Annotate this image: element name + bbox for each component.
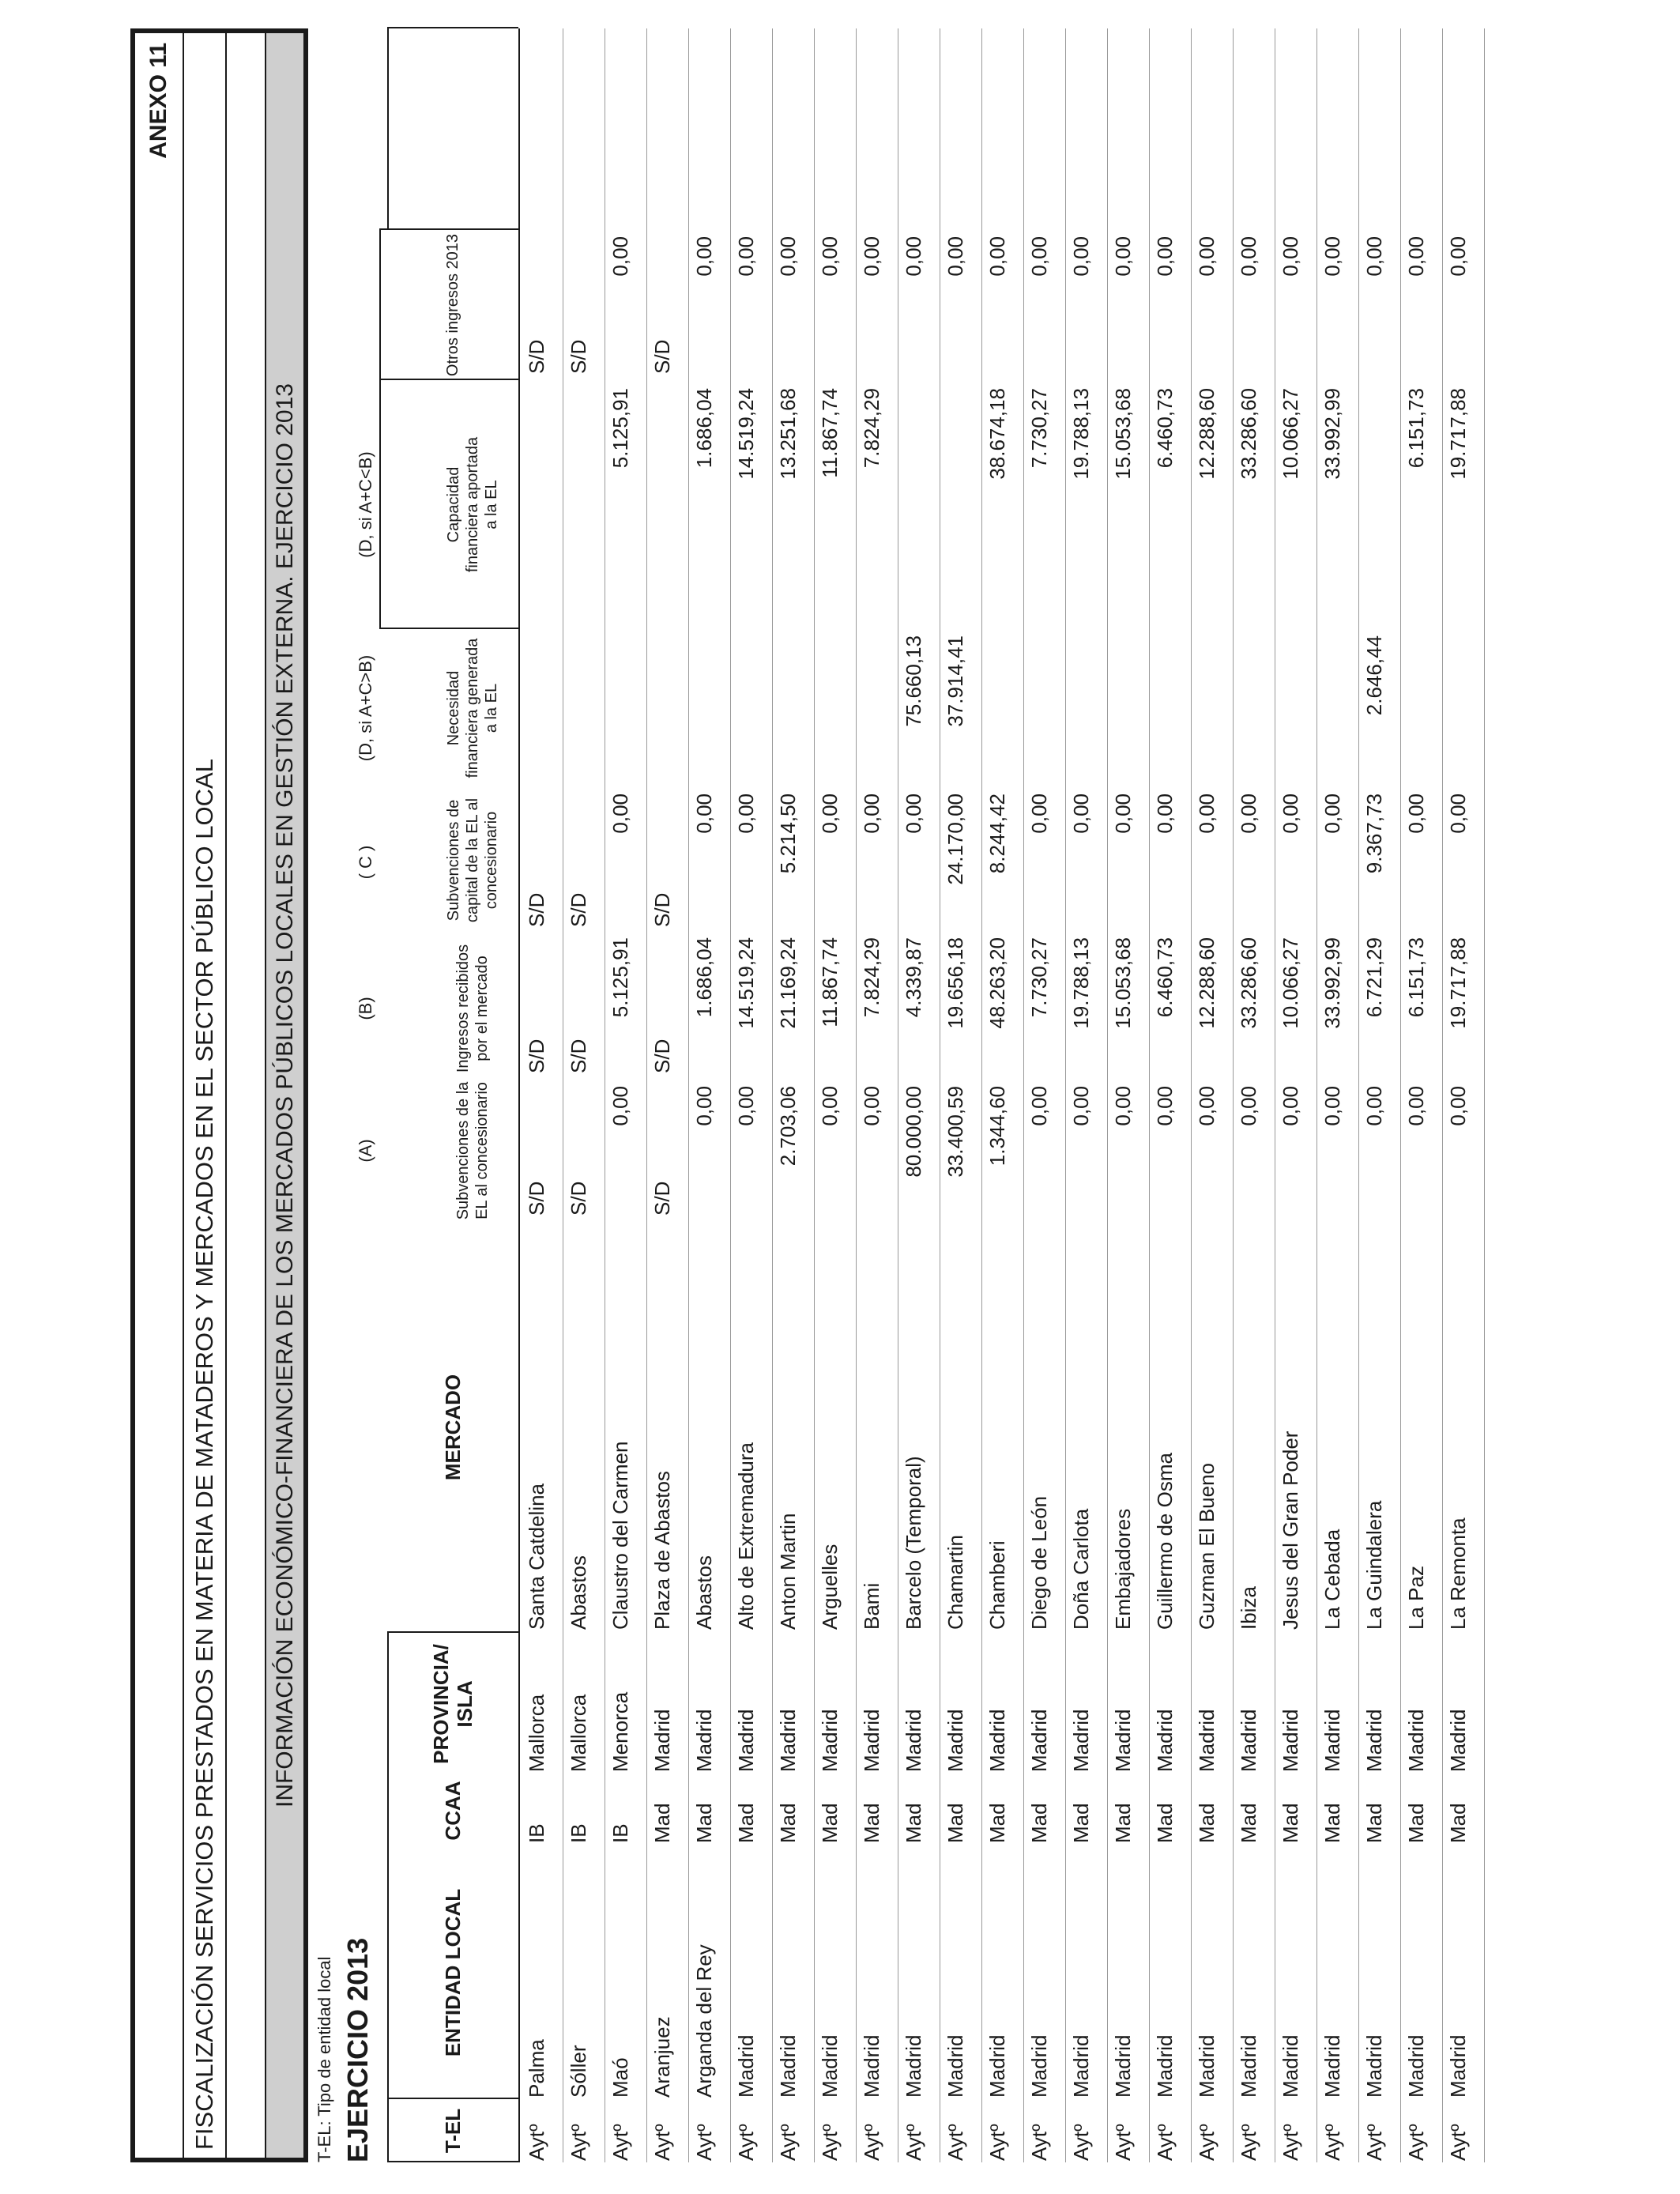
cell-tel: Aytº [776, 2124, 800, 2161]
cell-otros: 0,00 [818, 236, 842, 277]
cell-mercado: Bami [860, 1582, 883, 1630]
cell-d2: 14.519,24 [734, 388, 758, 480]
cell-d2: 6.460,73 [1153, 388, 1177, 469]
cell-a: 0,00 [1153, 1086, 1177, 1126]
cell-c: 0,00 [608, 794, 632, 834]
cell-mercado: Claustro del Carmen [608, 1441, 632, 1630]
cell-ccaa: Mad [1404, 1803, 1428, 1843]
cell-tel: Aytº [818, 2124, 842, 2161]
cell-entidad: Madrid [902, 2034, 925, 2098]
row-divider [730, 28, 731, 2162]
cell-c: 0,00 [692, 794, 716, 834]
cell-entidad: Palma [525, 2039, 548, 2098]
col-mercado: MERCADO [441, 1374, 465, 1481]
col-tel: T-EL [441, 2108, 465, 2154]
col-a-letter: (A) [356, 1139, 375, 1163]
cell-mercado: La Guindalera [1362, 1500, 1386, 1630]
col-b-letter: (B) [356, 997, 375, 1020]
cell-b: 48.263,20 [985, 937, 1009, 1029]
cell-tel: Aytº [734, 2124, 758, 2161]
cell-c: 0,00 [1320, 794, 1344, 834]
cell-a: S/D [525, 1181, 548, 1216]
cell-c: S/D [567, 892, 590, 927]
col-b [427, 937, 518, 1080]
col-c-letter: ( C ) [356, 845, 375, 880]
cell-otros: 0,00 [902, 236, 925, 277]
cell-ccaa: Mad [944, 1803, 967, 1843]
cell-b: 12.288,60 [1195, 937, 1219, 1029]
cell-otros: 0,00 [1195, 236, 1219, 277]
cell-b: 14.519,24 [734, 937, 758, 1029]
cell-provincia: Madrid [1195, 1709, 1219, 1772]
cell-otros: S/D [650, 339, 674, 374]
cell-d2: 11.867,74 [818, 388, 842, 478]
cell-a: 2.703,06 [776, 1086, 800, 1167]
cell-a: 0,00 [1195, 1086, 1219, 1126]
cell-entidad: Sóller [567, 2045, 590, 2098]
col-d1-l1: Necesidad [445, 670, 462, 746]
cell-a: 0,00 [1362, 1086, 1386, 1126]
cell-mercado: Santa Catdelina [525, 1483, 548, 1630]
cell-mercado: La Paz [1404, 1566, 1428, 1630]
cell-tel: Aytº [692, 2124, 716, 2161]
cell-b: S/D [650, 1039, 674, 1073]
cell-b: 21.169,24 [776, 937, 800, 1029]
row-divider [646, 28, 647, 2162]
cell-b: 33.992,99 [1320, 937, 1344, 1029]
cell-provincia: Madrid [1237, 1709, 1260, 1772]
cell-otros: 0,00 [1153, 236, 1177, 277]
cell-a: 80.000,00 [902, 1086, 925, 1178]
col-provincia [387, 1633, 518, 1775]
cell-mercado: Chamartin [944, 1535, 967, 1630]
cell-ccaa: Mad [692, 1803, 716, 1843]
cell-ccaa: Mad [1027, 1803, 1051, 1843]
cell-d2: 7.730,27 [1027, 388, 1051, 469]
cell-otros: S/D [525, 339, 548, 374]
cell-a: S/D [650, 1181, 674, 1216]
cell-otros: 0,00 [944, 236, 967, 277]
cell-d2: 38.674,18 [985, 388, 1009, 480]
cell-provincia: Madrid [1320, 1709, 1344, 1772]
cell-mercado: Chamberi [985, 1540, 1009, 1630]
cell-tel: Aytº [525, 2124, 548, 2161]
ejercicio-heading: EJERCICIO 2013 [341, 1937, 374, 2162]
cell-entidad: Madrid [1027, 2034, 1051, 2098]
cell-tel: Aytº [1237, 2124, 1260, 2161]
cell-tel: Aytº [608, 2124, 632, 2161]
cell-ccaa: IB [567, 1823, 590, 1843]
cell-a: 0,00 [1069, 1086, 1093, 1126]
cell-provincia: Madrid [818, 1709, 842, 1772]
cell-otros: 0,00 [1237, 236, 1260, 277]
cell-provincia: Madrid [1069, 1709, 1093, 1772]
col-d2-l2: financiera aportada [464, 436, 481, 573]
cell-ccaa: Mad [1362, 1803, 1386, 1843]
cell-a: 0,00 [818, 1086, 842, 1126]
cell-a: 0,00 [1446, 1086, 1470, 1126]
cell-b: 4.339,87 [902, 937, 925, 1018]
cell-otros: 0,00 [1027, 236, 1051, 277]
cell-d2: 15.053,68 [1111, 388, 1135, 480]
cell-entidad: Maó [608, 2057, 632, 2098]
legend-text: T-EL: Tipo de entidad local [315, 1956, 334, 2162]
row-divider [1400, 28, 1401, 2162]
cell-entidad: Madrid [860, 2034, 883, 2098]
cell-ccaa: Mad [818, 1803, 842, 1843]
cell-c: 0,00 [1153, 794, 1177, 834]
cell-provincia: Mallorca [525, 1694, 548, 1772]
cell-provincia: Madrid [902, 1709, 925, 1772]
cell-otros: 0,00 [860, 236, 883, 277]
col-d1-letter: (D, si A+C>B) [356, 654, 375, 762]
cell-mercado: Arguelles [818, 1544, 842, 1630]
col-provincia-l2: ISLA [453, 1680, 477, 1728]
cell-b: 19.717,88 [1446, 937, 1470, 1029]
cell-otros: 0,00 [1320, 236, 1344, 277]
cell-tel: Aytº [1362, 2124, 1386, 2161]
cell-tel: Aytº [1279, 2124, 1302, 2161]
cell-provincia: Menorca [608, 1691, 632, 1772]
cell-d2: 13.251,68 [776, 388, 800, 480]
cell-otros: 0,00 [1404, 236, 1428, 277]
cell-entidad: Madrid [1446, 2034, 1470, 2098]
annex-label: ANEXO 11 [135, 33, 184, 2158]
row-divider [1358, 28, 1359, 2162]
cell-otros: 0,00 [734, 236, 758, 277]
cell-otros: 0,00 [985, 236, 1009, 277]
cell-mercado: Abastos [692, 1555, 716, 1630]
cell-c: S/D [525, 892, 548, 927]
cell-provincia: Madrid [1362, 1709, 1386, 1772]
col-c-l1: Subvenciones de [445, 799, 462, 922]
row-divider [856, 28, 857, 2162]
col-d2-l3: a la EL [483, 480, 500, 530]
cell-a: 0,00 [734, 1086, 758, 1126]
cell-mercado: Guillermo de Osma [1153, 1453, 1177, 1630]
cell-ccaa: Mad [1069, 1803, 1093, 1843]
cell-c: 0,00 [1027, 794, 1051, 834]
cell-c: 0,00 [734, 794, 758, 834]
cell-c: 0,00 [1111, 794, 1135, 834]
cell-ccaa: Mad [650, 1803, 674, 1843]
cell-a: 0,00 [692, 1086, 716, 1126]
cell-mercado: Plaza de Abastos [650, 1471, 674, 1630]
cell-tel: Aytº [567, 2124, 590, 2161]
cell-a: 0,00 [1320, 1086, 1344, 1126]
cell-mercado: Doña Carlota [1069, 1508, 1093, 1630]
cell-d2: 7.824,29 [860, 388, 883, 469]
cell-a: 0,00 [1237, 1086, 1260, 1126]
cell-provincia: Madrid [776, 1709, 800, 1772]
col-d1 [427, 629, 518, 787]
cell-tel: Aytº [1446, 2124, 1470, 2161]
cell-provincia: Madrid [985, 1709, 1009, 1772]
row-divider [1149, 28, 1150, 2162]
cell-provincia: Madrid [1027, 1709, 1051, 1772]
cell-b: 10.066,27 [1279, 937, 1302, 1029]
cell-c: 0,00 [1069, 794, 1093, 834]
cell-c: 0,00 [1404, 794, 1428, 834]
col-c [427, 787, 518, 933]
cell-entidad: Madrid [1404, 2034, 1428, 2098]
header-border-top-d2 [379, 230, 381, 380]
cell-provincia: Madrid [1446, 1709, 1470, 1772]
section-subtitle: INFORMACIÓN ECONÓMICO-FINANCIERA DE LOS MERCADOS PÚBLICOS LOCALES EN GESTIÓN EXTERNA. EJERCICIO 2013 [266, 33, 303, 2158]
col-d1-l2: financiera generada [464, 638, 481, 778]
row-divider [1191, 28, 1192, 2162]
cell-entidad: Madrid [1069, 2034, 1093, 2098]
col-d2-letter: (D, si A+C<B) [356, 451, 375, 558]
cell-d2: 19.788,13 [1069, 388, 1093, 480]
cell-ccaa: Mad [1195, 1803, 1219, 1843]
cell-d1: 75.660,13 [902, 635, 925, 727]
cell-provincia: Madrid [650, 1709, 674, 1772]
cell-provincia: Madrid [1111, 1709, 1135, 1772]
cell-tel: Aytº [1195, 2124, 1219, 2161]
document-title: FISCALIZACIÓN SERVICIOS PRESTADOS EN MATERIA DE MATADEROS Y MERCADOS EN EL SECTOR PÚBLICO LOCAL [184, 33, 227, 2158]
cell-tel: Aytº [1111, 2124, 1135, 2161]
cell-entidad: Madrid [734, 2034, 758, 2098]
cell-mercado: Anton Martin [776, 1513, 800, 1630]
col-a-l2: EL al concesionario [473, 1082, 491, 1220]
cell-entidad: Arganda del Rey [692, 1944, 716, 2098]
header-sep [387, 27, 518, 28]
cell-entidad: Madrid [985, 2034, 1009, 2098]
cell-provincia: Madrid [944, 1709, 967, 1772]
cell-ccaa: Mad [1320, 1803, 1344, 1843]
cell-entidad: Madrid [1195, 2034, 1219, 2098]
cell-provincia: Madrid [860, 1709, 883, 1772]
cell-b: 6.151,73 [1404, 937, 1428, 1018]
cell-c: 8.244,42 [985, 794, 1009, 874]
header-border-bottom [518, 28, 520, 2162]
cell-otros: 0,00 [1279, 236, 1302, 277]
cell-mercado: Alto de Extremadura [734, 1442, 758, 1630]
cell-otros: 0,00 [1069, 236, 1093, 277]
header-border-top-otros [387, 28, 389, 230]
header-blank-row [227, 33, 266, 2158]
cell-otros: 0,00 [1446, 236, 1470, 277]
cell-ccaa: Mad [1446, 1803, 1470, 1843]
row-divider [1065, 28, 1066, 2162]
cell-ccaa: Mad [1237, 1803, 1260, 1843]
cell-d1: 2.646,44 [1362, 635, 1386, 716]
col-c-l2: capital de la EL al [464, 797, 481, 923]
cell-otros: 0,00 [776, 236, 800, 277]
cell-b: 19.788,13 [1069, 937, 1093, 1029]
cell-b: 1.686,04 [692, 937, 716, 1018]
cell-a: 0,00 [1111, 1086, 1135, 1126]
row-divider [772, 28, 773, 2162]
cell-otros: 0,00 [608, 236, 632, 277]
row-divider [814, 28, 815, 2162]
col-a-l1: Subvenciones de la [454, 1081, 472, 1220]
cell-b: 11.867,74 [818, 937, 842, 1027]
cell-c: S/D [650, 892, 674, 927]
cell-ccaa: IB [525, 1823, 548, 1843]
cell-d2: 33.286,60 [1237, 388, 1260, 480]
cell-tel: Aytº [944, 2124, 967, 2161]
cell-ccaa: Mad [860, 1803, 883, 1843]
cell-mercado: La Remonta [1446, 1517, 1470, 1630]
cell-provincia: Madrid [692, 1709, 716, 1772]
cell-mercado: Embajadores [1111, 1508, 1135, 1630]
cell-tel: Aytº [1027, 2124, 1051, 2161]
cell-ccaa: Mad [985, 1803, 1009, 1843]
cell-mercado: Guzman El Bueno [1195, 1462, 1219, 1630]
cell-otros: 0,00 [1111, 236, 1135, 277]
cell-b: S/D [567, 1039, 590, 1073]
row-divider [1233, 28, 1234, 2162]
cell-a: 0,00 [860, 1086, 883, 1126]
cell-d2: 19.717,88 [1446, 388, 1470, 480]
col-b-l2: por el mercado [473, 956, 491, 1061]
cell-otros: S/D [567, 339, 590, 374]
row-divider [1023, 28, 1024, 2162]
cell-otros: 0,00 [692, 236, 716, 277]
cell-otros: 0,00 [1362, 236, 1386, 277]
cell-entidad: Madrid [1320, 2034, 1344, 2098]
cell-a: 0,00 [608, 1086, 632, 1126]
cell-a: 33.400,59 [944, 1086, 967, 1178]
cell-a: 0,00 [1027, 1086, 1051, 1126]
cell-c: 0,00 [818, 794, 842, 834]
cell-entidad: Aranjuez [650, 2016, 674, 2098]
col-c-l3: concesionario [483, 811, 500, 910]
row-divider [688, 28, 689, 2162]
cell-mercado: Abastos [567, 1555, 590, 1630]
row-divider [1107, 28, 1108, 2162]
cell-entidad: Madrid [1362, 2034, 1386, 2098]
col-entidad: ENTIDAD LOCAL [441, 1888, 465, 2057]
cell-a: 1.344,60 [985, 1086, 1009, 1167]
cell-c: 24.170,00 [944, 794, 967, 885]
cell-c: 0,00 [1446, 794, 1470, 834]
col-otros: Otros ingresos 2013 [444, 233, 461, 377]
cell-b: S/D [525, 1039, 548, 1073]
cell-a: 0,00 [1279, 1086, 1302, 1126]
cell-provincia: Madrid [1153, 1709, 1177, 1772]
cell-provincia: Madrid [1279, 1709, 1302, 1772]
cell-provincia: Madrid [734, 1709, 758, 1772]
cell-provincia: Mallorca [567, 1694, 590, 1772]
cell-b: 7.824,29 [860, 937, 883, 1018]
cell-b: 33.286,60 [1237, 937, 1260, 1029]
cell-ccaa: Mad [734, 1803, 758, 1843]
cell-d2: 12.288,60 [1195, 388, 1219, 480]
cell-d2: 5.125,91 [608, 388, 632, 469]
col-d2-l1: Capacidad [445, 466, 462, 543]
cell-c: 0,00 [1237, 794, 1260, 834]
cell-tel: Aytº [1069, 2124, 1093, 2161]
cell-ccaa: IB [608, 1823, 632, 1843]
header-frame [130, 28, 308, 2162]
cell-ccaa: Mad [1153, 1803, 1177, 1843]
cell-c: 9.367,73 [1362, 794, 1386, 874]
cell-tel: Aytº [902, 2124, 925, 2161]
cell-a: S/D [567, 1181, 590, 1216]
col-a [427, 1080, 518, 1222]
cell-entidad: Madrid [1153, 2034, 1177, 2098]
cell-d2: 10.066,27 [1279, 388, 1302, 480]
cell-entidad: Madrid [1237, 2034, 1260, 2098]
col-d2 [427, 380, 518, 629]
cell-mercado: Jesus del Gran Poder [1279, 1431, 1302, 1630]
cell-a: 0,00 [1404, 1086, 1428, 1126]
cell-entidad: Madrid [944, 2034, 967, 2098]
cell-mercado: La Cebada [1320, 1529, 1344, 1630]
cell-b: 19.656,18 [944, 937, 967, 1029]
cell-mercado: Barcelo (Temporal) [902, 1456, 925, 1630]
cell-entidad: Madrid [1279, 2034, 1302, 2098]
cell-d2: 6.151,73 [1404, 388, 1428, 469]
cell-b: 15.053,68 [1111, 937, 1135, 1029]
cell-tel: Aytº [1320, 2124, 1344, 2161]
cell-provincia: Madrid [1404, 1709, 1428, 1772]
row-divider [1484, 28, 1485, 2162]
cell-mercado: Diego de León [1027, 1495, 1051, 1630]
col-d1-l3: a la EL [483, 683, 500, 733]
cell-c: 5.214,50 [776, 794, 800, 874]
cell-b: 7.730,27 [1027, 937, 1051, 1018]
cell-tel: Aytº [860, 2124, 883, 2161]
header-border-top-a [379, 380, 381, 629]
cell-tel: Aytº [1404, 2124, 1428, 2161]
cell-b: 6.721,29 [1362, 937, 1386, 1018]
col-b-l1: Ingresos recibidos [454, 944, 472, 1073]
cell-d2: 1.686,04 [692, 388, 716, 469]
row-divider [981, 28, 982, 2162]
cell-c: 0,00 [860, 794, 883, 834]
row-divider [1442, 28, 1443, 2162]
cell-entidad: Madrid [818, 2034, 842, 2098]
cell-entidad: Madrid [1111, 2034, 1135, 2098]
cell-c: 0,00 [902, 794, 925, 834]
cell-b: 5.125,91 [608, 937, 632, 1018]
cell-c: 0,00 [1279, 794, 1302, 834]
cell-d1: 37.914,41 [944, 635, 967, 727]
col-provincia-l1: PROVINCIA/ [429, 1644, 453, 1764]
cell-mercado: Ibiza [1237, 1586, 1260, 1630]
cell-tel: Aytº [1153, 2124, 1177, 2161]
cell-ccaa: Mad [1111, 1803, 1135, 1843]
cell-d2: 33.992,99 [1320, 388, 1344, 480]
cell-ccaa: Mad [902, 1803, 925, 1843]
cell-b: 6.460,73 [1153, 937, 1177, 1018]
cell-ccaa: Mad [776, 1803, 800, 1843]
cell-entidad: Madrid [776, 2034, 800, 2098]
cell-tel: Aytº [650, 2124, 674, 2161]
cell-tel: Aytº [985, 2124, 1009, 2161]
col-ccaa: CCAA [441, 1781, 465, 1841]
cell-ccaa: Mad [1279, 1803, 1302, 1843]
cell-c: 0,00 [1195, 794, 1219, 834]
